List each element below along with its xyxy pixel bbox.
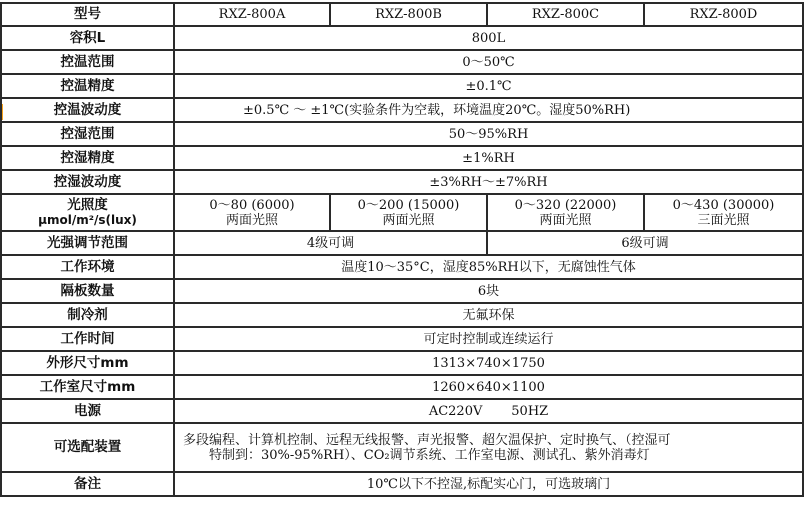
row-value: 6块 bbox=[174, 279, 803, 303]
illuminance-note: 三面光照 bbox=[697, 212, 750, 228]
row-value: ±0.5℃ ～ ±1℃(实验条件为空载，环境温度20℃。湿度50%RH) bbox=[174, 98, 803, 122]
row-label: 工作室尺寸mm bbox=[1, 375, 174, 399]
row-label: 制冷剂 bbox=[1, 303, 174, 327]
table-row bbox=[1, 146, 803, 170]
optional-line2: 特制到：30%-95%RH）、CO₂调节系统、工作室电源、测试孔、紫外消毒灯 bbox=[209, 447, 650, 463]
light-adjust-row bbox=[1, 231, 803, 255]
optional-row bbox=[1, 423, 803, 472]
illuminance-label bbox=[1, 194, 174, 231]
model-d: RXZ-800D bbox=[644, 3, 803, 26]
illuminance-b bbox=[330, 194, 487, 231]
table-row bbox=[1, 351, 803, 375]
table-row bbox=[1, 255, 803, 279]
optional-value bbox=[174, 423, 803, 472]
row-value: AC220V 50HZ bbox=[174, 399, 803, 423]
row-label: 工作时间 bbox=[1, 327, 174, 351]
row-value: 800L bbox=[174, 26, 803, 50]
table-row bbox=[1, 303, 803, 327]
remark-label: 备注 bbox=[1, 472, 174, 496]
remark-row bbox=[1, 472, 803, 496]
row-value: 温度10～35°C，湿度85%RH以下，无腐蚀性气体 bbox=[174, 255, 803, 279]
row-value: 无氟环保 bbox=[174, 303, 803, 327]
row-value: 0～50℃ bbox=[174, 50, 803, 74]
row-label: 控温精度 bbox=[1, 74, 174, 98]
row-value: 1313×740×1750 bbox=[174, 351, 803, 375]
row-value: 50～95%RH bbox=[174, 122, 803, 146]
table-row bbox=[1, 170, 803, 194]
row-value: 可定时控制或连续运行 bbox=[174, 327, 803, 351]
optional-label: 可选配装置 bbox=[1, 423, 174, 472]
illuminance-value: 0～200 (15000) bbox=[357, 197, 460, 213]
table-row bbox=[1, 375, 803, 399]
model-b: RXZ-800B bbox=[330, 3, 487, 26]
illuminance-label-line1: 光照度 bbox=[67, 196, 108, 213]
table-row bbox=[1, 279, 803, 303]
row-label: 容积L bbox=[1, 26, 174, 50]
row-label: 控温范围 bbox=[1, 50, 174, 74]
row-value: ±1%RH bbox=[174, 146, 803, 170]
table-row bbox=[1, 399, 803, 423]
row-label: 控湿精度 bbox=[1, 146, 174, 170]
illuminance-unit: μmol/m²/s(lux) bbox=[38, 212, 137, 227]
illuminance-c bbox=[487, 194, 644, 231]
header-row bbox=[1, 3, 803, 26]
model-a: RXZ-800A bbox=[174, 3, 330, 26]
spec-table bbox=[0, 2, 804, 497]
header-label: 型号 bbox=[1, 3, 174, 26]
remark-value: 10℃以下不控湿,标配实心门，可选玻璃门 bbox=[174, 472, 803, 496]
light-adjust-label: 光强调节范围 bbox=[1, 231, 174, 255]
row-value: 1260×640×1100 bbox=[174, 375, 803, 399]
row-label: 控湿范围 bbox=[1, 122, 174, 146]
table-row bbox=[1, 74, 803, 98]
row-label: 外形尺寸mm bbox=[1, 351, 174, 375]
table-row bbox=[1, 26, 803, 50]
row-label: 控温波动度 bbox=[1, 98, 174, 122]
table-row bbox=[1, 50, 803, 74]
light-adjust-left: 4级可调 bbox=[174, 231, 487, 255]
row-value: ±0.1℃ bbox=[174, 74, 803, 98]
row-label: 隔板数量 bbox=[1, 279, 174, 303]
row-label: 控湿波动度 bbox=[1, 170, 174, 194]
illuminance-d bbox=[644, 194, 803, 231]
illuminance-value: 0～80 (6000) bbox=[209, 197, 295, 213]
light-adjust-right: 6级可调 bbox=[487, 231, 803, 255]
row-label: 工作环境 bbox=[1, 255, 174, 279]
illuminance-value: 0～320 (22000) bbox=[514, 197, 617, 213]
illuminance-note: 两面光照 bbox=[225, 212, 278, 228]
illuminance-row bbox=[1, 194, 803, 231]
illuminance-note: 两面光照 bbox=[382, 212, 435, 228]
illuminance-a bbox=[174, 194, 330, 231]
table-row bbox=[1, 98, 803, 122]
table-row bbox=[1, 327, 803, 351]
model-c: RXZ-800C bbox=[487, 3, 644, 26]
row-label: 电源 bbox=[1, 399, 174, 423]
table-row bbox=[1, 122, 803, 146]
illuminance-note: 两面光照 bbox=[539, 212, 592, 228]
illuminance-value: 0～430 (30000) bbox=[672, 197, 775, 213]
row-value: ±3%RH～±7%RH bbox=[174, 170, 803, 194]
optional-line1: 多段编程、计算机控制、远程无线报警、声光报警、超欠温保护、定时换气、（控湿可 bbox=[183, 432, 671, 448]
